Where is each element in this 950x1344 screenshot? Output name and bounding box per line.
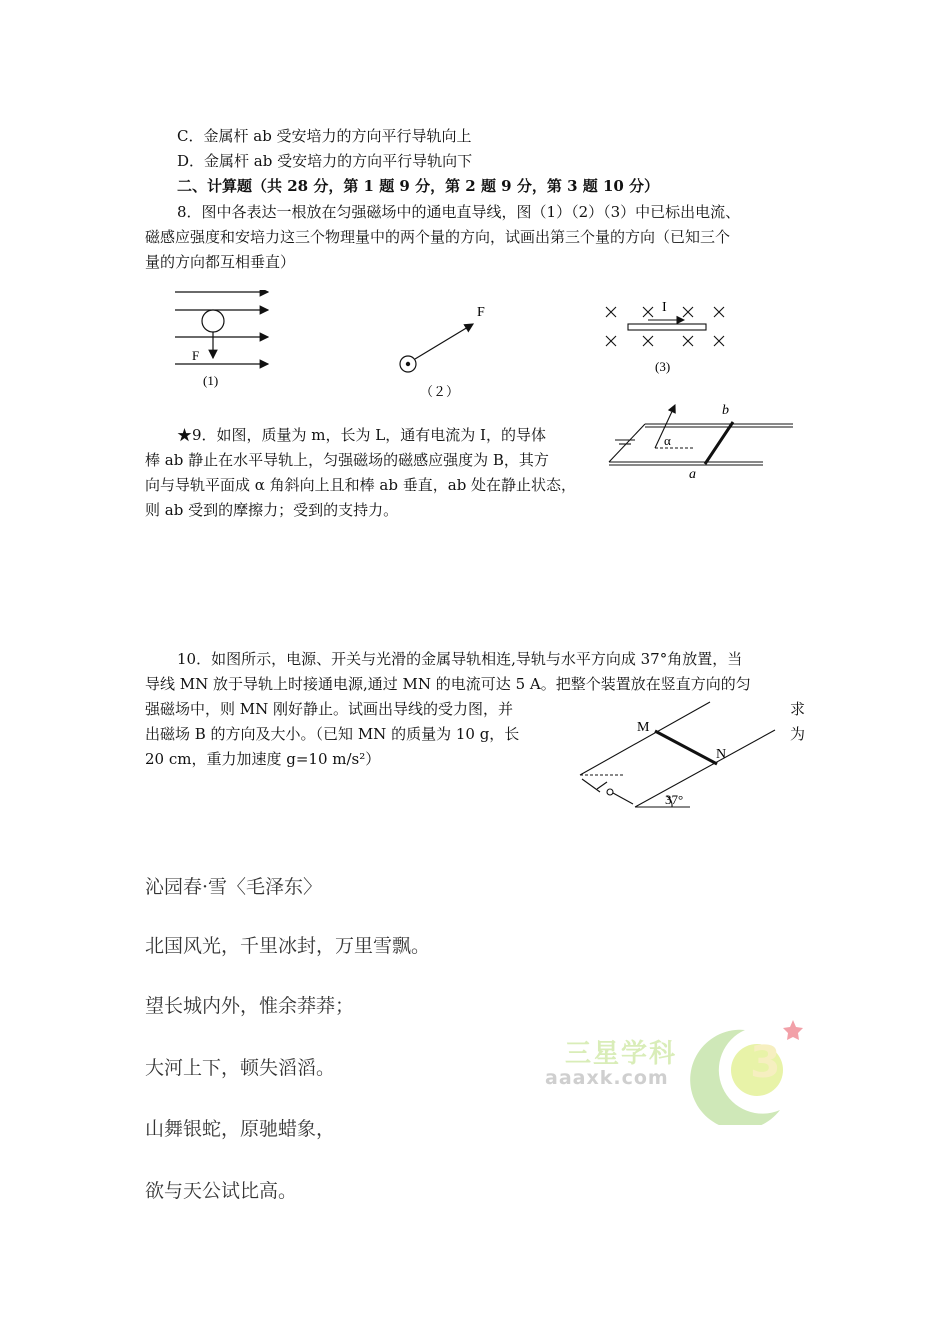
poem-line-1: 北国风光，千里冰封，万里雪飘。 bbox=[145, 935, 431, 957]
fig3-current-label: I bbox=[662, 300, 667, 315]
q9-angle-label: α bbox=[664, 433, 671, 448]
poem-title: 沁园春·雪〈毛泽东〉 bbox=[145, 876, 323, 898]
q9-line-4: 则 ab 受到的摩擦力；受到的支持力。 bbox=[145, 501, 399, 519]
figure-2 bbox=[390, 300, 500, 405]
q8-line-1: 8．图中各表达一根放在匀强磁场中的通电直导线，图（1）（2）（3）中已标出电流、 bbox=[177, 203, 741, 221]
q9-figure bbox=[605, 396, 800, 484]
q10-line-5: 20 cm，重力加速度 g=10 m/s²） bbox=[145, 750, 381, 768]
figure-1 bbox=[170, 290, 280, 400]
q9-line-1: ★9．如图，质量为 m，长为 L，通有电流为 I，的导体 bbox=[177, 426, 546, 444]
fig3-caption: (3) bbox=[655, 359, 671, 374]
q10-figure bbox=[575, 700, 790, 812]
fig2-force-label: F bbox=[477, 305, 485, 320]
poem-line-3: 大河上下，顿失滔滔。 bbox=[145, 1057, 336, 1079]
q9-line-2: 棒 ab 静止在水平导轨上，匀强磁场的磁感应强度为 B，其方 bbox=[145, 451, 549, 469]
fig1-caption: (1) bbox=[203, 373, 219, 388]
poem-line-2: 望长城内外，惟余莽莽； bbox=[145, 995, 355, 1017]
q8-line-2: 磁感应强度和安培力这三个物理量中的两个量的方向，试画出第三个量的方向（已知三个 bbox=[145, 228, 731, 246]
watermark-url: aaaxk.com bbox=[545, 1067, 669, 1089]
poem-line-4: 山舞银蛇，原驰蜡象， bbox=[145, 1118, 336, 1140]
figure-3 bbox=[598, 296, 738, 381]
fig1-force-label: F bbox=[192, 348, 200, 363]
q10-line-4: 出磁场 B 的方向及大小。（已知 MN 的质量为 10 g，长 bbox=[145, 725, 520, 743]
q10-line-3: 强磁场中，则 MN 刚好静止。试画出导线的受力图，并 bbox=[145, 700, 514, 718]
watermark-digit: 3 bbox=[750, 1037, 781, 1088]
option-d: D．金属杆 ab 受安培力的方向平行导轨向下 bbox=[177, 152, 473, 170]
q9-label-b: b bbox=[722, 403, 729, 418]
q8-line-3: 量的方向都互相垂直） bbox=[145, 253, 296, 271]
fig2-caption: （２） bbox=[420, 384, 460, 399]
q10-angle-label: 37° bbox=[665, 792, 684, 807]
q10-right-word-2: 为 bbox=[790, 725, 806, 743]
watermark-logo bbox=[545, 1015, 810, 1125]
q9-label-a: a bbox=[689, 467, 696, 482]
q10-label-n: N bbox=[716, 747, 727, 762]
poem-line-5: 欲与天公试比高。 bbox=[145, 1180, 298, 1202]
q10-line-2: 导线 MN 放于导轨上时接通电源,通过 MN 的电流可达 5 A。把整个装置放在竖直方向的匀 bbox=[145, 675, 751, 693]
watermark-cn: 三星学科 bbox=[565, 1039, 678, 1069]
q10-line-1: 10．如图所示，电源、开关与光滑的金属导轨相连,导轨与水平方向成 37°角放置，当 bbox=[177, 650, 743, 668]
section-heading: 二、计算题（共 28 分，第 1 题 9 分，第 2 题 9 分，第 3 题 10 分） bbox=[177, 177, 660, 195]
q9-line-3: 向与导轨平面成 α 角斜向上且和棒 ab 垂直，ab 处在静止状态， bbox=[145, 476, 577, 494]
option-c: C．金属杆 ab 受安培力的方向平行导轨向上 bbox=[177, 127, 472, 145]
q10-label-m: M bbox=[637, 720, 650, 735]
q10-right-word-1: 求 bbox=[790, 700, 806, 718]
